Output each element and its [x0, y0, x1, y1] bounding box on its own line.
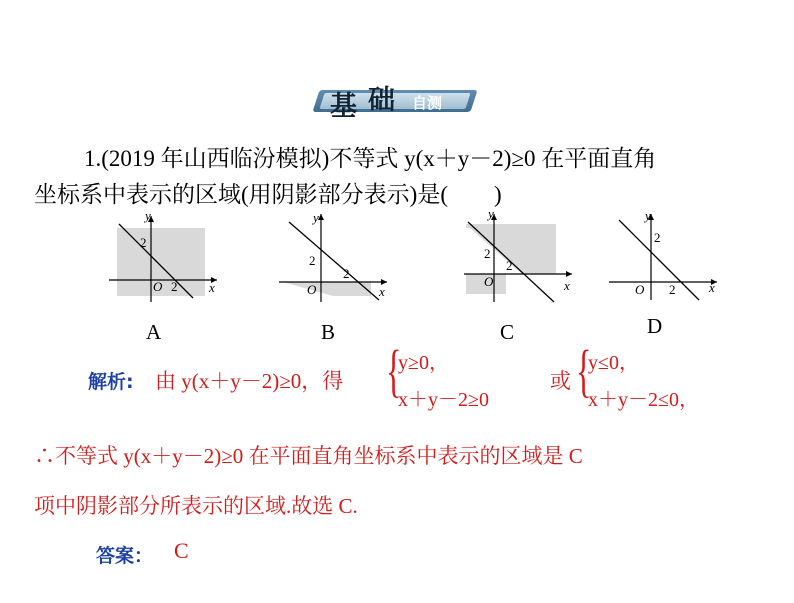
option-a-label: A [146, 320, 162, 344]
option-d-label: D [647, 314, 663, 338]
case2-line2: x＋y－2≤0， [588, 389, 699, 411]
graph-d-y-label: y [645, 208, 651, 223]
answer-value: C [174, 538, 189, 563]
graph-b-shade [283, 282, 371, 296]
analysis-or: 或 [550, 369, 571, 393]
graph-d-two-x: 2 [669, 282, 676, 297]
conclusion-line-1: ∴不等式 y(x＋y－2)≥0 在平面直角坐标系中表示的区域是 C [34, 444, 583, 468]
case1-line1: y≥0， [398, 352, 449, 374]
case2-line1: y≤0， [588, 352, 639, 374]
graph-a-x-label: x [209, 280, 215, 295]
conclusion-line-2: 项中阴影部分所表示的区域.故选 C. [34, 494, 358, 518]
banner-char-chu: 础 [368, 85, 395, 116]
graph-a-two-x: 2 [171, 279, 178, 294]
graph-d-origin: O [635, 282, 645, 297]
banner-self-test: 自测 [412, 94, 443, 112]
graph-a-origin: O [153, 279, 163, 294]
graph-a-two-y: 2 [140, 235, 147, 250]
banner-char-ji: 基 [330, 91, 357, 122]
graph-a [105, 210, 225, 306]
question-line-2: 坐标系中表示的区域(用阴影部分表示)是( ) [34, 182, 502, 207]
analysis-text: 由 y(x＋y－2)≥0，得 [155, 369, 344, 393]
graph-b-two-y: 2 [309, 253, 316, 268]
case1-brace: { [386, 338, 402, 403]
graph-c-x-label: x [564, 278, 570, 293]
graph-b [275, 208, 395, 306]
section-banner [316, 82, 476, 122]
graph-c-origin: O [484, 274, 494, 289]
graph-b-two-x: 2 [343, 266, 350, 281]
graph-c-y-label: y [488, 208, 494, 221]
option-b-label: B [321, 320, 336, 344]
graph-d-two-y: 2 [654, 230, 661, 245]
case2-brace: { [576, 338, 592, 403]
graph-c-two-y: 2 [484, 246, 491, 261]
graph-b-origin: O [307, 282, 317, 297]
graph-b-y-label: y [313, 210, 319, 225]
graph-d [605, 208, 725, 304]
graph-c-two-x: 2 [506, 258, 513, 273]
analysis-label: 解析: [88, 371, 134, 393]
graph-b-x-label: x [379, 284, 385, 299]
graph-a-y-label: y [145, 210, 151, 223]
answer-label: 答案： [96, 545, 154, 567]
graph-d-x-label: x [709, 280, 715, 295]
option-c-label: C [500, 320, 515, 344]
graph-c [460, 208, 580, 306]
case1-line2: x＋y－2≥0 [398, 389, 489, 411]
question-line-1: 1.(2019 年山西临汾模拟)不等式 y(x＋y－2)≥0 在平面直角 [84, 146, 657, 171]
